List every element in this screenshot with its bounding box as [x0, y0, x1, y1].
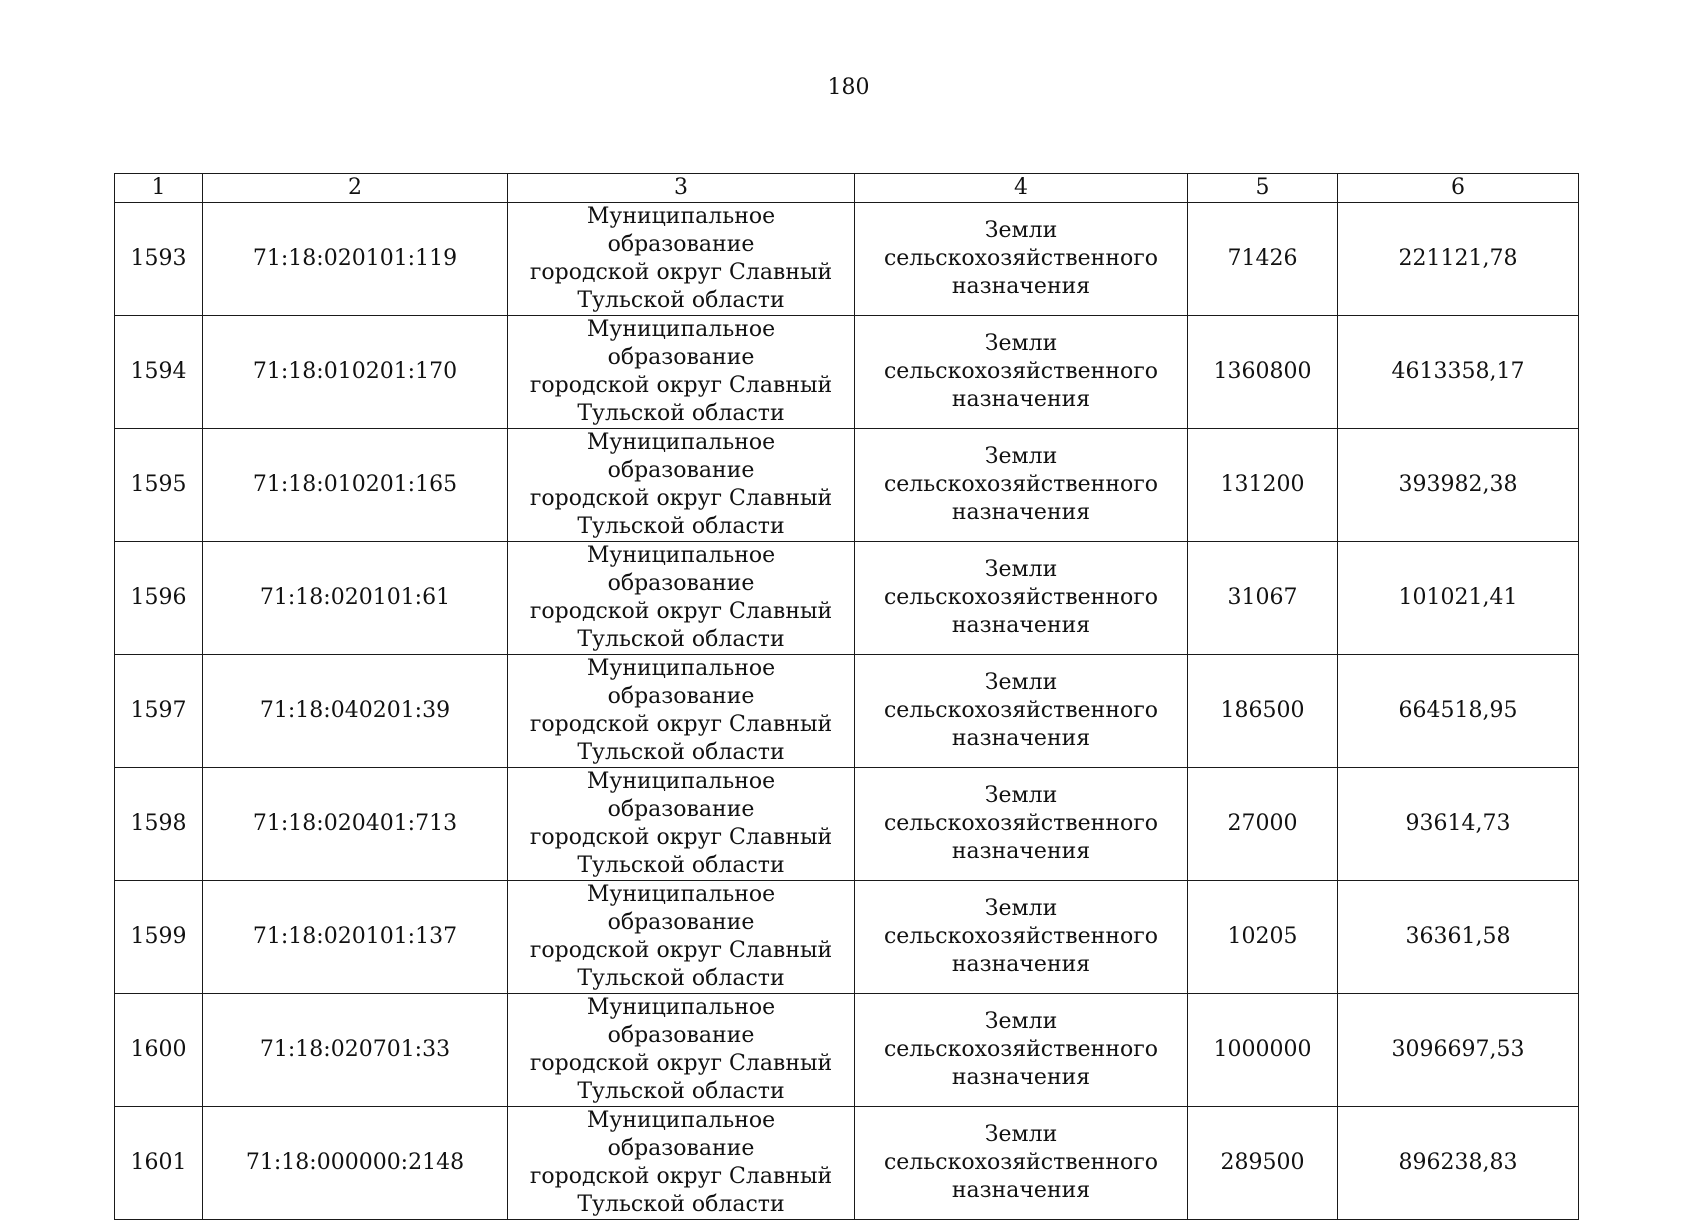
land-category-cell: Земли сельскохозяйственного назначения	[855, 316, 1188, 429]
column-header: 4	[855, 174, 1188, 203]
table-row	[115, 768, 1579, 881]
row-number-cell: 1593	[115, 203, 203, 316]
land-category-cell: Земли сельскохозяйственного назначения	[855, 1107, 1188, 1220]
land-plots-table	[114, 173, 1579, 1220]
header-row	[115, 174, 1579, 203]
area-cell: 71426	[1188, 203, 1338, 316]
cadastral-number-cell: 71:18:040201:39	[203, 655, 508, 768]
area-cell: 131200	[1188, 429, 1338, 542]
cadastral-value-cell: 664518,95	[1338, 655, 1579, 768]
area-cell: 10205	[1188, 881, 1338, 994]
column-header: 2	[203, 174, 508, 203]
table-row	[115, 316, 1579, 429]
area-cell: 186500	[1188, 655, 1338, 768]
owner-cell: Муниципальное образование городской округ Славный Тульской области	[508, 994, 855, 1107]
owner-cell: Муниципальное образование городской округ Славный Тульской области	[508, 203, 855, 316]
cadastral-number-cell: 71:18:020101:119	[203, 203, 508, 316]
area-cell: 31067	[1188, 542, 1338, 655]
land-category-cell: Земли сельскохозяйственного назначения	[855, 203, 1188, 316]
table-row	[115, 655, 1579, 768]
area-cell: 1360800	[1188, 316, 1338, 429]
land-category-cell: Земли сельскохозяйственного назначения	[855, 542, 1188, 655]
table-row	[115, 429, 1579, 542]
table-row	[115, 1107, 1579, 1220]
column-header: 1	[115, 174, 203, 203]
cadastral-value-cell: 3096697,53	[1338, 994, 1579, 1107]
owner-cell: Муниципальное образование городской округ Славный Тульской области	[508, 655, 855, 768]
cadastral-value-cell: 36361,58	[1338, 881, 1579, 994]
table-body	[115, 203, 1579, 1220]
table-row	[115, 881, 1579, 994]
row-number-cell: 1598	[115, 768, 203, 881]
cadastral-value-cell: 393982,38	[1338, 429, 1579, 542]
owner-cell: Муниципальное образование городской округ Славный Тульской области	[508, 542, 855, 655]
land-category-cell: Земли сельскохозяйственного назначения	[855, 994, 1188, 1107]
column-header: 3	[508, 174, 855, 203]
page-number: 180	[827, 75, 870, 100]
row-number-cell: 1601	[115, 1107, 203, 1220]
cadastral-number-cell: 71:18:020101:137	[203, 881, 508, 994]
row-number-cell: 1595	[115, 429, 203, 542]
cadastral-value-cell: 4613358,17	[1338, 316, 1579, 429]
owner-cell: Муниципальное образование городской округ Славный Тульской области	[508, 316, 855, 429]
row-number-cell: 1600	[115, 994, 203, 1107]
cadastral-number-cell: 71:18:010201:165	[203, 429, 508, 542]
cadastral-number-cell: 71:18:010201:170	[203, 316, 508, 429]
cadastral-value-cell: 221121,78	[1338, 203, 1579, 316]
area-cell: 289500	[1188, 1107, 1338, 1220]
row-number-cell: 1596	[115, 542, 203, 655]
cadastral-value-cell: 896238,83	[1338, 1107, 1579, 1220]
cadastral-number-cell: 71:18:020101:61	[203, 542, 508, 655]
row-number-cell: 1594	[115, 316, 203, 429]
cadastral-number-cell: 71:18:000000:2148	[203, 1107, 508, 1220]
land-category-cell: Земли сельскохозяйственного назначения	[855, 768, 1188, 881]
cadastral-value-cell: 93614,73	[1338, 768, 1579, 881]
column-header: 6	[1338, 174, 1579, 203]
cadastral-number-cell: 71:18:020401:713	[203, 768, 508, 881]
cadastral-number-cell: 71:18:020701:33	[203, 994, 508, 1107]
owner-cell: Муниципальное образование городской округ Славный Тульской области	[508, 881, 855, 994]
owner-cell: Муниципальное образование городской округ Славный Тульской области	[508, 1107, 855, 1220]
land-category-cell: Земли сельскохозяйственного назначения	[855, 881, 1188, 994]
table-row	[115, 994, 1579, 1107]
table-row	[115, 203, 1579, 316]
column-header: 5	[1188, 174, 1338, 203]
row-number-cell: 1599	[115, 881, 203, 994]
area-cell: 27000	[1188, 768, 1338, 881]
owner-cell: Муниципальное образование городской округ Славный Тульской области	[508, 429, 855, 542]
cadastral-value-cell: 101021,41	[1338, 542, 1579, 655]
table-header	[115, 174, 1579, 203]
row-number-cell: 1597	[115, 655, 203, 768]
table-row	[115, 542, 1579, 655]
land-category-cell: Земли сельскохозяйственного назначения	[855, 429, 1188, 542]
area-cell: 1000000	[1188, 994, 1338, 1107]
owner-cell: Муниципальное образование городской округ Славный Тульской области	[508, 768, 855, 881]
land-category-cell: Земли сельскохозяйственного назначения	[855, 655, 1188, 768]
